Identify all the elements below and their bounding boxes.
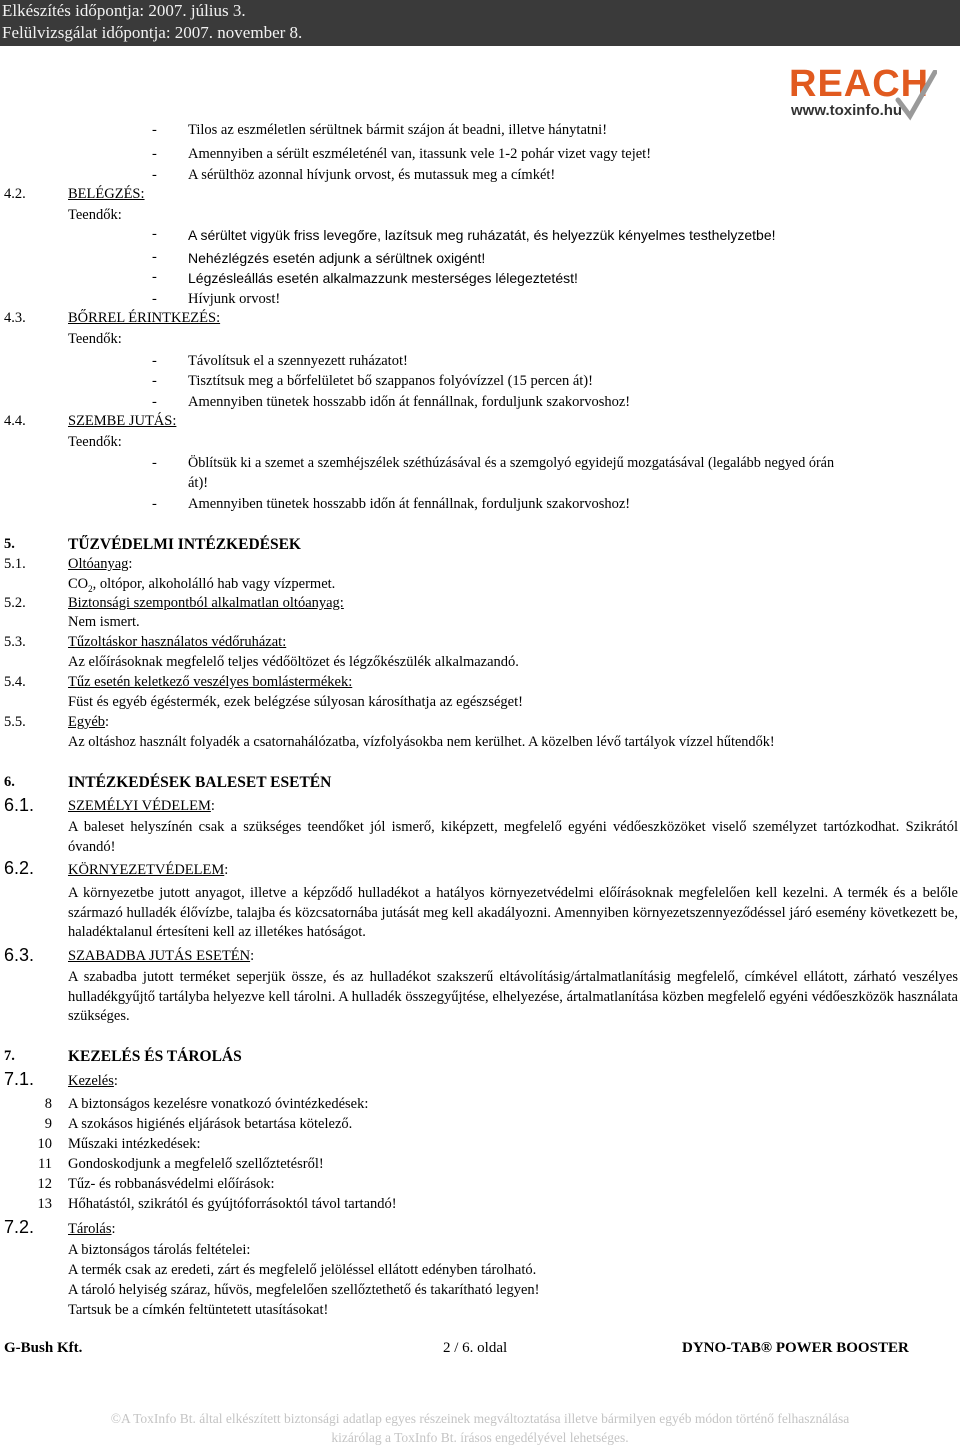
section-number: 7.2. [4, 1217, 35, 1237]
section-number: 7. [4, 1048, 15, 1064]
storage-line: Tartsuk be a címkén feltüntetett utasításokat! [68, 1302, 329, 1318]
footer-company: G-Bush Kft. [4, 1340, 83, 1356]
list-item: Öblítsük ki a szemet a szemhéjszélek széthúzásával és a szemgolyó egyidejű mozgatásával (legalább negyed órán [188, 455, 835, 471]
checkmark-icon [895, 70, 937, 122]
section-number: 5. [4, 536, 15, 552]
subsection-title: SZEMÉLYI VÉDELEM [68, 798, 211, 814]
copyright-note: ©A ToxInfo Bt. által elkészített biztonsági adatlap egyes részeinek megváltoztatása illetve bármilyen egyéb módon történő felhasználása [110, 1411, 850, 1426]
section-heading: TŰZVÉDELMI INTÉZKEDÉSEK [68, 536, 301, 553]
section-title: BELÉGZÉS: [68, 186, 145, 202]
section-heading: KEZELÉS ÉS TÁROLÁS [68, 1048, 242, 1065]
list-number: 10 [37, 1136, 52, 1152]
subsection-text: Az oltáshoz használt folyadék a csatornahálózatba, vízfolyásokba nem kerülhet. A közelben lévő tartályok vízzel hűtendők! [68, 734, 775, 750]
teendok-label: Teendők: [68, 331, 122, 347]
list-item: Tisztítsuk meg a bőrfelületet bő szappanos folyóvízzel (15 percen át)! [188, 373, 593, 389]
list-item: Gondoskodjunk a megfelelő szellőztetésről! [68, 1156, 324, 1172]
section-number: 5.5. [4, 714, 26, 730]
list-item: Távolítsuk el a szennyezett ruházatot! [188, 353, 408, 369]
section-number: 5.3. [4, 634, 26, 650]
teendok-label: Teendők: [68, 207, 122, 223]
section-number: 4.4. [4, 413, 26, 429]
logo-brand: REACH [789, 63, 930, 105]
storage-line: A biztonságos tárolás feltételei: [68, 1242, 251, 1258]
list-item: Amennyiben tünetek hosszabb időn át fennállnak, forduljunk szakorvoshoz! [188, 496, 631, 512]
list-item: A szokásos higiénés eljárások betartása kötelező. [68, 1116, 353, 1132]
prepared-date: Elkészítés időpontja: 2007. július 3. [2, 1, 246, 20]
subsection-text: A baleset helyszínén csak a szükséges teendőket jól ismerő, kiképzett, megfelelő egyéni védőeszközöket viselő személyzet tartózkodhat. Szikrától óvandó! [68, 819, 958, 855]
list-item: A sérültet vigyük friss levegőre, lazítsuk meg ruházatát, és helyezzük kényelmes testhelyzetbe! [188, 227, 776, 243]
subsection-text: A szabadba jutott terméket seperjük össze, és az hulladékot szakszerű eltávolításig/ártalmatlanításig megfelelő, címkével ellátott, zárható veszélyes hulladékgyűjtő tartályba helyezve kell tárolni. A hulladék összegyűjtése, elhelyezése, ártalmatlanítása közben megfelelő egyéni védőeszközök használata szükséges. [68, 969, 958, 1024]
teendok-label: Teendők: [68, 434, 122, 450]
list-item: Légzésleállás esetén alkalmazzunk mesterséges lélegeztetést! [188, 270, 578, 286]
subsection-title: Biztonsági szempontból alkalmatlan oltóanyag: [68, 595, 344, 611]
list-item: Amennyiben a sérült eszméleténél van, itassunk vele 1-2 pohár vizet vagy tejet! [188, 146, 652, 162]
subsection-text: Nem ismert. [68, 614, 140, 630]
list-number: 8 [44, 1096, 52, 1112]
list-number: 12 [37, 1176, 52, 1192]
section-heading: INTÉZKEDÉSEK BALESET ESETÉN [68, 774, 332, 791]
subsection-title: Oltóanyag [68, 556, 129, 572]
list-item: A sérülthöz azonnal hívjunk orvost, és mutassuk meg a címkét! [188, 167, 556, 183]
subsection-title: KÖRNYEZETVÉDELEM [68, 862, 225, 878]
section-title: SZEMBE JUTÁS: [68, 413, 177, 429]
subsection-title: Tűzoltáskor használatos védőruházat: [68, 634, 287, 650]
list-item: Tűz- és robbanásvédelmi előírások: [68, 1176, 275, 1192]
list-item: Amennyiben tünetek hosszabb időn át fennállnak, forduljunk szakorvoshoz! [188, 394, 631, 410]
list-number: 9 [44, 1116, 52, 1132]
section-title: BŐRREL ÉRINTKEZÉS: [68, 310, 221, 326]
subsection-text: Füst és egyéb égéstermék, ezek belégzése súlyosan károsíthatja az egészséget! [68, 694, 523, 710]
footer-product: DYNO-TAB® POWER BOOSTER [682, 1340, 909, 1356]
section-number: 4.3. [4, 310, 26, 326]
subsection-title: Kezelés [68, 1073, 114, 1089]
subsection-text: A környezetbe jutott anyagot, illetve a képződő hulladékot a hatályos környezetvédelmi előírásoknak megfelelően kell kezelni. A termék és a belőle származó hulladék élővízbe, talajba és közcsatornába jutását meg kell akadályozni. Amennyiben környezetszennyeződéssel járó esemény következett be, haladéktalanul értesíteni kell az illetékes hatóságot. [68, 885, 958, 940]
reach-logo [785, 63, 935, 126]
list-item: Műszaki intézkedések: [68, 1136, 201, 1152]
list-number: 11 [38, 1156, 52, 1172]
section-number: 4.2. [4, 186, 26, 202]
list-item-cont: át)! [188, 475, 209, 491]
section-number: 5.4. [4, 674, 26, 690]
storage-line: A termék csak az eredeti, zárt és megfelelő jelöléssel ellátott edényben tárolható. [68, 1262, 537, 1278]
subsection-text: Az előírásoknak megfelelő teljes védőöltözet és légzőkészülék alkalmazandó. [68, 654, 519, 670]
subsection-title: Tűz esetén keletkező veszélyes bomlástermékek: [68, 674, 353, 690]
section-number: 6. [4, 774, 15, 790]
revised-date: Felülvizsgálat időpontja: 2007. november 8. [2, 23, 303, 42]
logo-url: www.toxinfo.hu [791, 102, 903, 119]
subsection-title: Egyéb [68, 714, 106, 730]
footer-page: 2 / 6. oldal [443, 1340, 508, 1356]
list-number: 13 [37, 1196, 52, 1212]
subsection-title: SZABADBA JUTÁS ESETÉN [68, 948, 251, 964]
section-number: 6.1. [4, 795, 35, 815]
list-item: Hívjunk orvost! [188, 291, 281, 307]
copyright-note-line2: kizárólag a ToxInfo Bt. írásos engedélyével lehetséges. [331, 1430, 629, 1445]
section-number: 6.2. [4, 858, 35, 878]
section-number: 7.1. [4, 1069, 35, 1089]
list-item: Nehézlégzés esetén adjunk a sérültnek oxigént! [188, 250, 486, 266]
subsection-text: $CO_2$, oltópor, alkoholálló hab vagy vízpermet. [68, 576, 336, 594]
list-item: A biztonságos kezelésre vonatkozó óvintézkedések: [68, 1096, 369, 1112]
list-item: Tilos az eszméletlen sérültnek bármit szájon át beadni, illetve hánytatni! [188, 122, 608, 138]
section-number: 5.1. [4, 556, 26, 572]
storage-line: A tároló helyiség száraz, hűvös, megfelelően szellőztethető és takarítható legyen! [68, 1282, 540, 1298]
section-number: 5.2. [4, 595, 26, 611]
section-number: 6.3. [4, 945, 35, 965]
subsection-title: Tárolás [68, 1221, 112, 1237]
header-banner [0, 0, 960, 46]
list-item: Hőhatástól, szikrától és gyújtóforrásoktól távol tartandó! [68, 1196, 397, 1212]
